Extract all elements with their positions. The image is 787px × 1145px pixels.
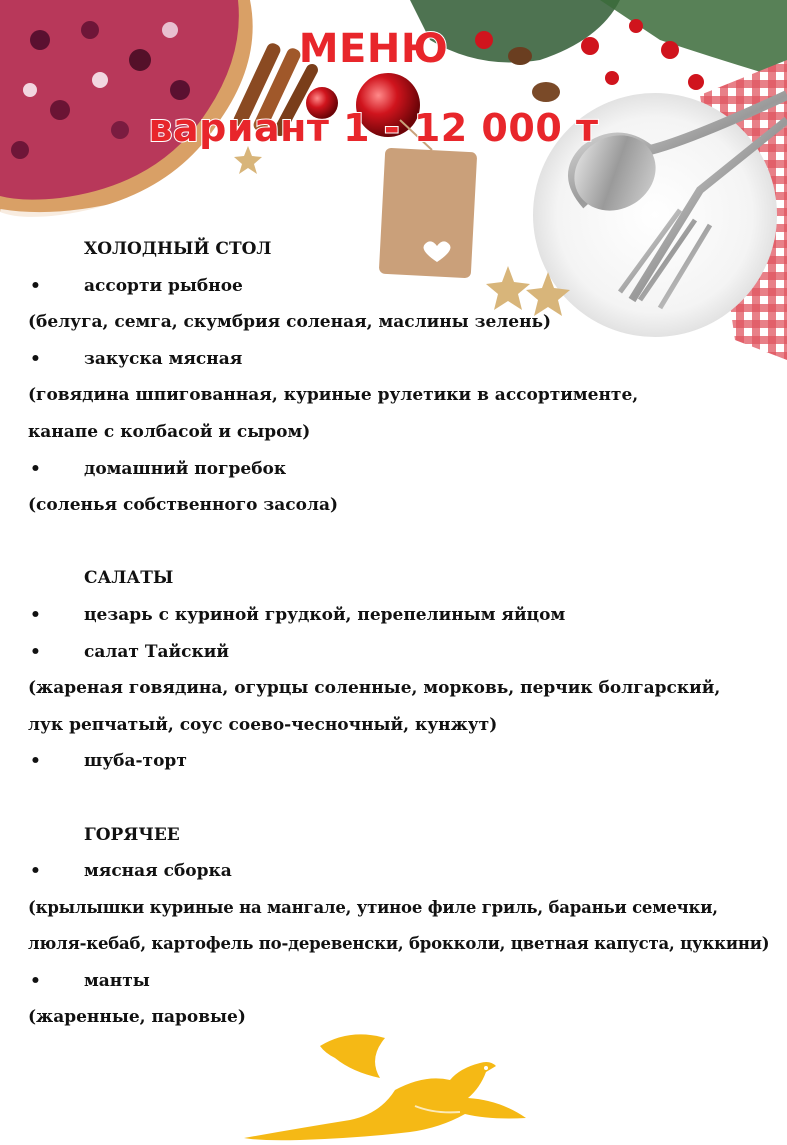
item-note: лук репчатый, соус соево-чесночный, кунжут): [28, 714, 498, 735]
item-note: канапе с колбасой и сыром): [28, 421, 311, 442]
bullet: •: [30, 604, 41, 625]
bullet: •: [30, 348, 41, 369]
bullet: •: [30, 641, 41, 662]
item-note: люля-кебаб, картофель по-деревенски, брокколи, цветная капуста, цуккини): [28, 934, 770, 954]
list-item: [28, 341, 778, 378]
bullet: •: [30, 751, 41, 772]
list-item: [28, 451, 778, 488]
menu-list: [28, 231, 778, 1036]
item-label: ассорти рыбное: [84, 275, 243, 296]
item-label: цезарь с куриной грудкой, перепелиным яйцом: [84, 604, 566, 625]
section-heading-salads: САЛАТЫ: [84, 568, 174, 589]
bullet: •: [30, 861, 41, 882]
page-title: МЕНЮ: [298, 26, 449, 72]
list-item: [28, 634, 778, 671]
list-item: [28, 268, 778, 305]
item-label: мясная сборка: [84, 861, 232, 882]
item-label: салат Тайский: [84, 641, 229, 662]
item-note: (крылышки куриные на мангале, утиное филе гриль, бараньи семечки,: [28, 897, 718, 917]
section-heading-hot: ГОРЯЧЕЕ: [84, 824, 180, 845]
bullet: •: [30, 275, 41, 296]
list-item: [28, 853, 778, 890]
menu-variant-price: вариант 1 - 12 000 т: [148, 106, 599, 150]
item-label: закуска мясная: [84, 348, 243, 369]
item-note: (соленья собственного засола): [28, 495, 339, 516]
item-note: (жареная говядина, огурцы соленные, морковь, перчик болгарский,: [28, 678, 721, 699]
item-label: домашний погребок: [84, 458, 287, 479]
section-heading-cold: ХОЛОДНЫЙ СТОЛ: [84, 239, 272, 259]
spacer: [28, 780, 778, 817]
item-note: (белуга, семга, скумбрия соленая, маслины зелень): [28, 312, 552, 333]
bullet: •: [30, 970, 41, 991]
spacer: [28, 524, 778, 561]
list-item: [28, 597, 778, 634]
item-note: (жаренные, паровые): [28, 1007, 246, 1028]
item-label: шуба-торт: [84, 751, 187, 772]
list-item: [28, 743, 778, 780]
bird-logo: [240, 1028, 540, 1145]
item-label: манты: [84, 970, 150, 991]
item-note: (говядина шпигованная, куриные рулетики в ассортименте,: [28, 385, 639, 406]
list-item: [28, 963, 778, 1000]
bullet: •: [30, 458, 41, 479]
